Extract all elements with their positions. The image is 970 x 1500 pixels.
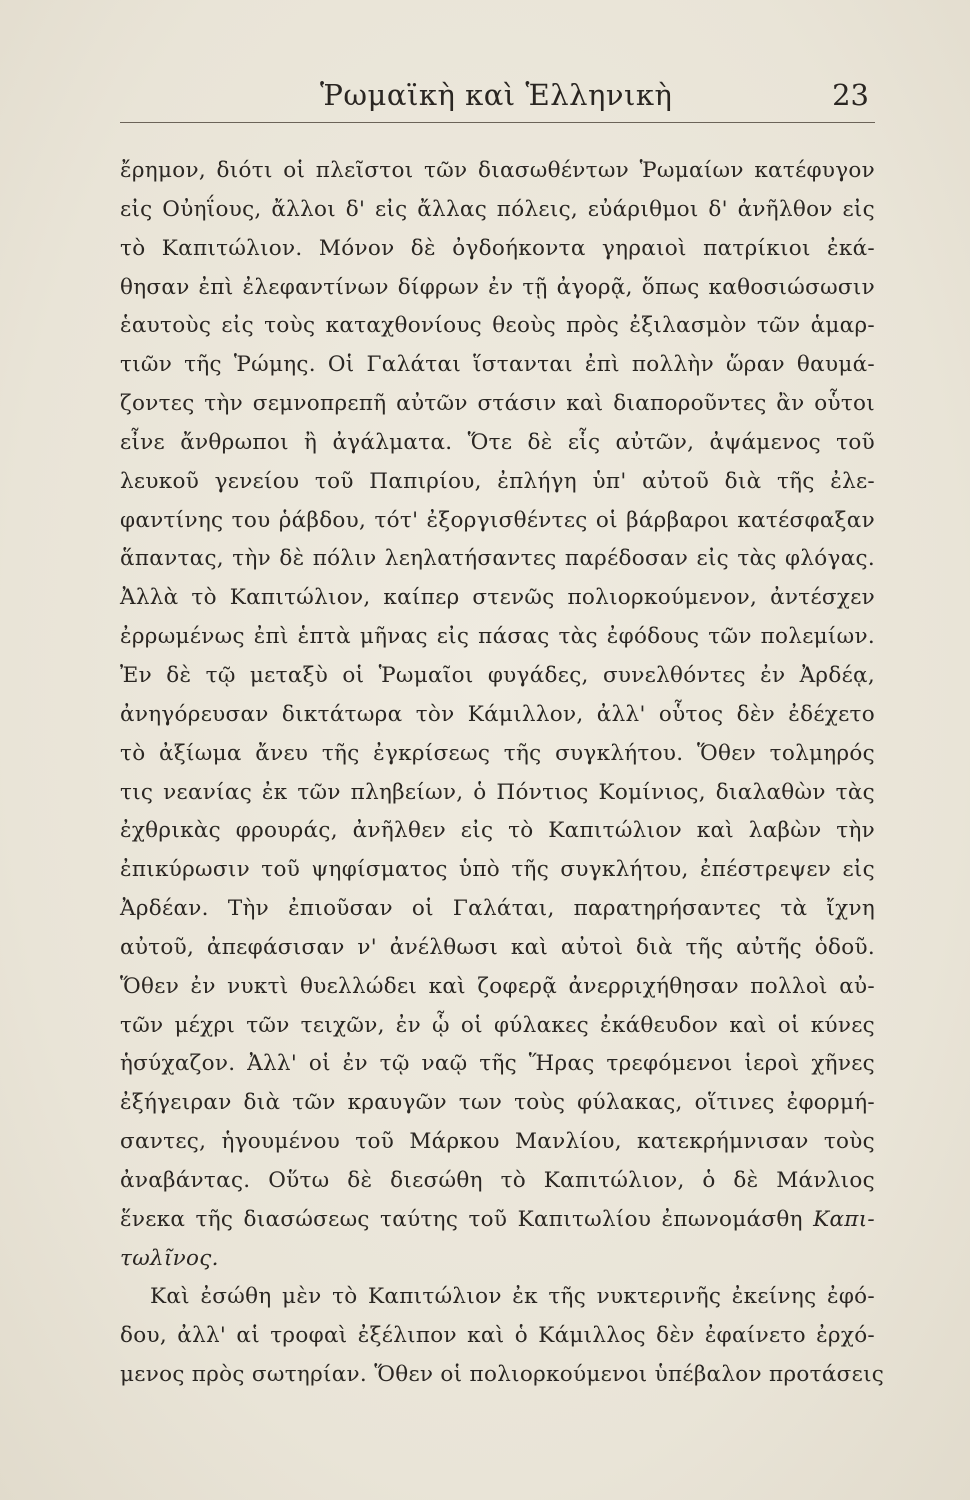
header-rule xyxy=(120,122,875,123)
text-line: εἰς Οὐηΐους, ἄλλοι δ' εἰς ἄλλας πόλεις, εὐάριθμοι δ' ἀνῆλθον εἰς xyxy=(120,196,875,222)
page-header xyxy=(120,78,875,118)
text-line: τὸ ἀξίωμα ἄνευ τῆς ἐγκρίσεως τῆς συγκλήτου. Ὅθεν τολμηρός xyxy=(120,740,875,766)
text-line: λευκοῦ γενείου τοῦ Παπιρίου, ἐπλήγη ὑπ' αὐτοῦ διὰ τῆς ἐλε- xyxy=(120,468,875,494)
text-line: ἑαυτοὺς εἰς τοὺς καταχθονίους θεοὺς πρὸς ἐξιλασμὸν τῶν ἁμαρ- xyxy=(120,313,875,339)
text-line: τις νεανίας ἐκ τῶν πληβείων, ὁ Πόντιος Κομίνιος, διαλαθὼν τὰς xyxy=(120,779,875,805)
text-line: αὐτοῦ, ἀπεφάσισαν ν' ἀνέλθωσι καὶ αὐτοὶ διὰ τῆς αὐτῆς ὁδοῦ. xyxy=(120,934,875,960)
text-line: ἐχθρικὰς φρουράς, ἀνῆλθεν εἰς τὸ Καπιτώλιον καὶ λαβὼν τὴν xyxy=(120,818,875,844)
paragraph-first-line: Καὶ ἐσώθη μὲν τὸ Καπιτώλιον ἐκ τῆς νυκτερινῆς ἐκείνης ἐφό- xyxy=(150,1284,875,1310)
text-line: τιῶν τῆς Ῥώμης. Οἱ Γαλάται ἵστανται ἐπὶ πολλὴν ὥραν θαυμά- xyxy=(120,352,875,378)
text-line: ἀνηγόρευσαν δικτάτωρα τὸν Κάμιλλον, ἀλλ' οὗτος δὲν ἐδέχετο xyxy=(120,701,875,727)
text-line: ἐρρωμένως ἐπὶ ἑπτὰ μῆνας εἰς πάσας τὰς ἐφόδους τῶν πολεμίων. xyxy=(120,624,875,650)
text-line: θησαν ἐπὶ ἐλεφαντίνων δίφρων ἐν τῇ ἀγορᾷ, ὅπως καθοσιώσωσιν xyxy=(120,274,875,300)
body-text xyxy=(120,152,885,1395)
text-line: Ἀλλὰ τὸ Καπιτώλιον, καίπερ στενῶς πολιορκούμενον, ἀντέσχεν xyxy=(120,585,875,611)
text-line: Ἀρδέαν. Τὴν ἐπιοῦσαν οἱ Γαλάται, παρατηρήσαντες τὰ ἴχνη xyxy=(120,896,875,922)
italic-term-continued: τωλῖνος. xyxy=(120,1245,219,1271)
page-number: 23 xyxy=(832,78,869,112)
text-line: σαντες, ἡγουμένου τοῦ Μάρκου Μανλίου, κατεκρήμνισαν τοὺς xyxy=(120,1129,875,1155)
text-line: ἐξήγειραν διὰ τῶν κραυγῶν των τοὺς φύλακας, οἵτινες ἐφορμή- xyxy=(120,1090,875,1116)
text-line: Ἐν δὲ τῷ μεταξὺ οἱ Ῥωμαῖοι φυγάδες, συνελθόντες ἐν Ἀρδέᾳ, xyxy=(120,662,875,688)
text-line: ἐπικύρωσιν τοῦ ψηφίσματος ὑπὸ τῆς συγκλήτου, ἐπέστρεψεν εἰς xyxy=(120,857,875,883)
text-line: εἶνε ἄνθρωποι ἢ ἀγάλματα. Ὅτε δὲ εἷς αὐτῶν, ἀψάμενος τοῦ xyxy=(120,429,875,455)
text-line: δου, ἀλλ' αἱ τροφαὶ ἐξέλιπον καὶ ὁ Κάμιλλος δὲν ἐφαίνετο ἐρχό- xyxy=(120,1323,875,1349)
text-line: Ὅθεν ἐν νυκτὶ θυελλώδει καὶ ζοφερᾷ ἀνερριχήθησαν πολλοὶ αὐ- xyxy=(120,973,875,999)
text-line: ἅπαντας, τὴν δὲ πόλιν λεηλατήσαντες παρέδοσαν εἰς τὰς φλόγας. xyxy=(120,546,875,572)
text-line: ἀναβάντας. Οὕτω δὲ διεσώθη τὸ Καπιτώλιον, ὁ δὲ Μάνλιος xyxy=(120,1167,875,1193)
text-line: τὸ Καπιτώλιον. Μόνον δὲ ὀγδοήκοντα γηραιοὶ πατρίκιοι ἐκά- xyxy=(120,235,875,261)
text-line xyxy=(120,1201,875,1240)
italic-term: Καπι- xyxy=(813,1206,875,1232)
text-line: τῶν μέχρι τῶν τειχῶν, ἐν ᾧ οἱ φύλακες ἐκάθευδον καὶ οἱ κύνες xyxy=(120,1012,875,1038)
text-line: ζοντες τὴν σεμνοπρεπῆ αὐτῶν στάσιν καὶ διαπορoῦντες ἂν οὗτοι xyxy=(120,391,875,417)
text-line: μενος πρὸς σωτηρίαν. Ὅθεν οἱ πολιορκούμενοι ὑπέβαλον προτάσεις xyxy=(120,1362,885,1388)
running-title: Ῥωμαϊκὴ καὶ Ἑλληνικὴ xyxy=(320,78,673,112)
text-run: ἕνεκα τῆς διασώσεως ταύτης τοῦ Καπιτωλίου ἐπωνομάσθη xyxy=(120,1206,803,1232)
text-line: ἡσύχαζον. Ἀλλ' οἱ ἐν τῷ ναῷ τῆς Ἥρας τρεφόμενοι ἱεροὶ χῆνες xyxy=(120,1051,875,1077)
text-line: ἔρημον, διότι οἱ πλεῖστοι τῶν διασωθέντων Ῥωμαίων κατέφυγον xyxy=(120,158,875,183)
text-line: φαντίνης του ῥάβδου, τότ' ἐξοργισθέντες οἱ βάρβαροι κατέσφαξαν xyxy=(120,507,875,533)
